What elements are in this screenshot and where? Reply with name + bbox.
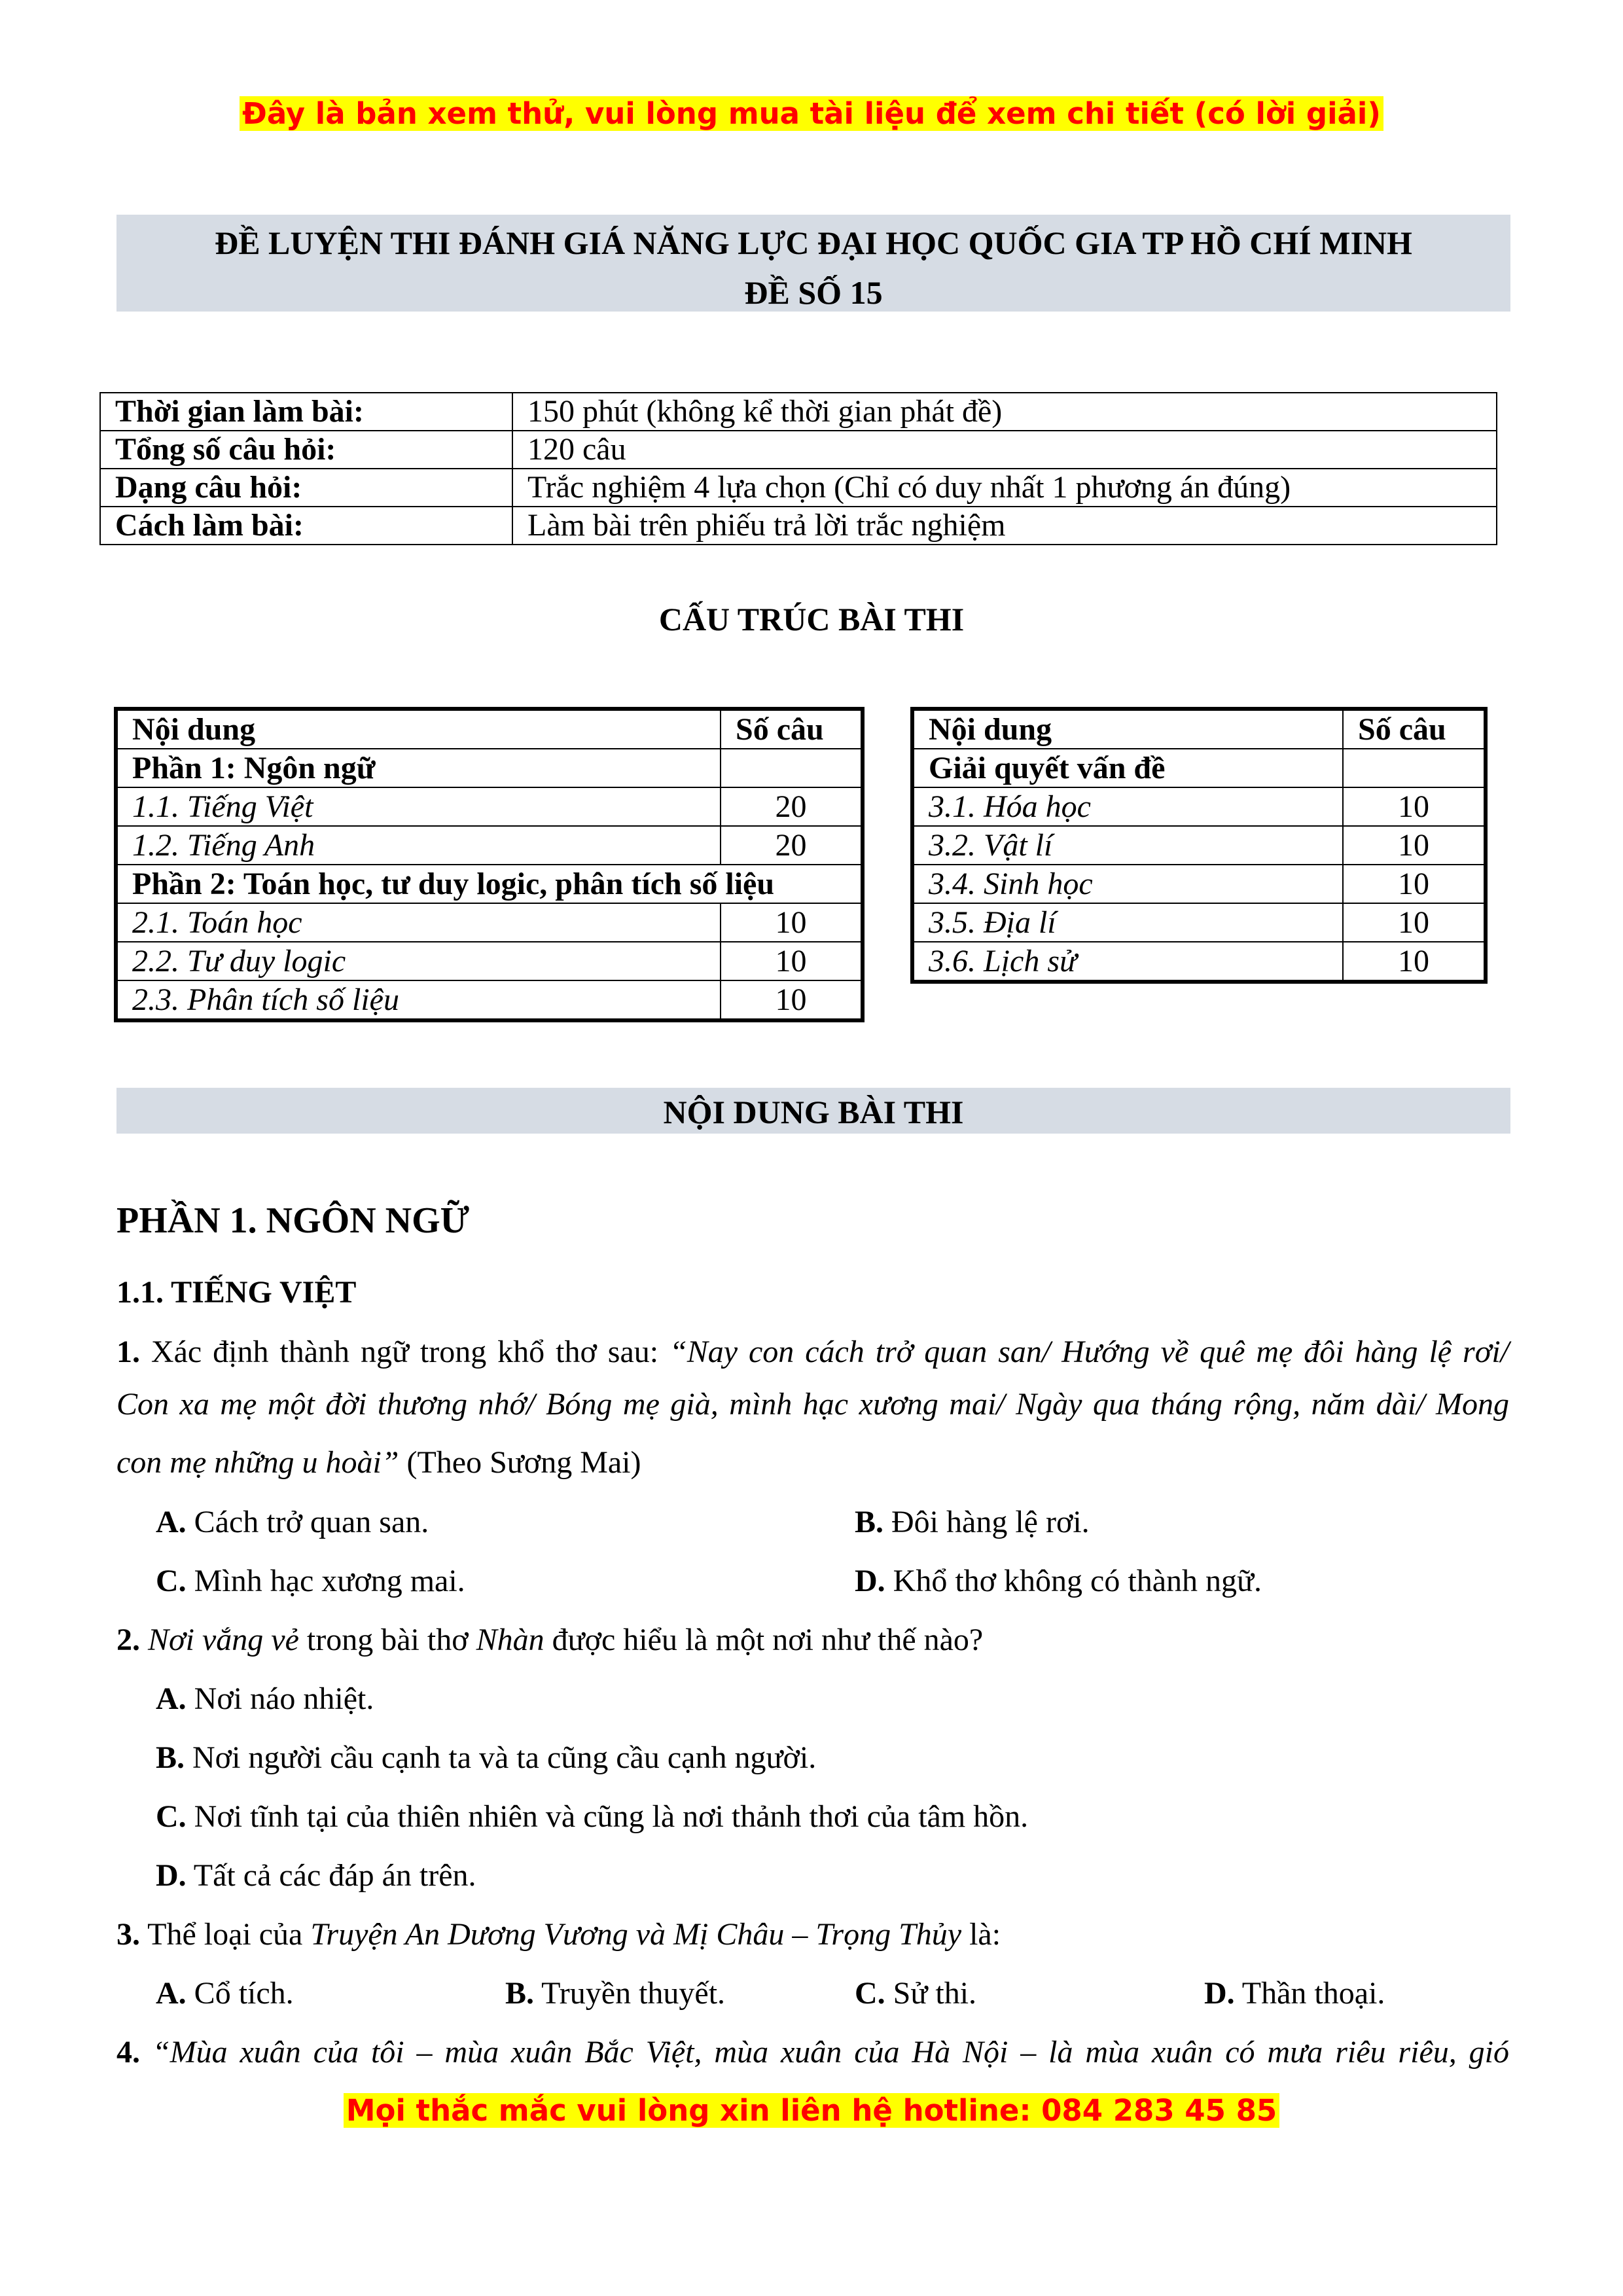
table-row — [116, 865, 863, 903]
option-letter: C. — [156, 1799, 187, 1834]
question-italic: “Mùa xuân của tôi – mùa xuân Bắc Việt, mùa xuân của Hà Nội – là mùa xuân có mưa riêu riêu, gió — [140, 2035, 1509, 2070]
answer-option[interactable] — [1204, 1964, 1385, 2023]
table-row — [912, 942, 1486, 982]
option-letter: D. — [855, 1564, 885, 1598]
answer-option[interactable] — [505, 1964, 725, 2023]
answer-option[interactable] — [855, 1552, 1262, 1611]
question-count: 10 — [721, 903, 863, 942]
info-key: Dạng câu hỏi: — [100, 469, 512, 507]
option-text: Truyền thuyết. — [534, 1976, 726, 2011]
subpart-label: 3.1. Hóa học — [912, 787, 1343, 826]
question-text: Thể loại của — [140, 1917, 311, 1952]
subpart-label: 3.6. Lịch sử — [912, 942, 1343, 982]
answer-option[interactable] — [156, 1846, 476, 1905]
option-letter: A. — [156, 1505, 187, 1539]
structure-table-right — [910, 707, 1488, 984]
info-value: 150 phút (không kể thời gian phát đề) — [512, 393, 1497, 431]
question-number: 4. — [116, 2035, 140, 2070]
question-3 — [116, 1905, 1001, 1964]
poem-quote: Con xa mẹ một đời thương nhớ/ Bóng mẹ già, mình hạc xương mai/ Ngày qua tháng rộng, năm dài/ Mong — [116, 1387, 1509, 1422]
table-row — [116, 980, 863, 1020]
option-letter: B. — [156, 1740, 185, 1775]
table-header-row — [912, 709, 1486, 749]
table-row — [116, 749, 863, 787]
table-row — [116, 903, 863, 942]
option-text: Sử thi. — [885, 1976, 977, 2011]
subpart-label: 1.1. Tiếng Việt — [116, 787, 721, 826]
column-header: Nội dung — [116, 709, 721, 749]
option-letter: D. — [156, 1858, 187, 1893]
exam-info-table — [99, 392, 1497, 545]
content-heading: NỘI DUNG BÀI THI — [663, 1094, 964, 1130]
table-row — [912, 826, 1486, 865]
question-count: 20 — [721, 787, 863, 826]
question-count: 10 — [1343, 826, 1486, 865]
option-text: Nơi người cầu cạnh ta và ta cũng cầu cạnh người. — [185, 1740, 817, 1775]
question-italic: Truyện An Dương Vương và Mị Châu – Trọng Thủy — [310, 1917, 962, 1952]
table-row — [912, 903, 1486, 942]
part-label: Phần 1: Ngôn ngữ — [116, 749, 721, 787]
option-text: Đôi hàng lệ rơi. — [883, 1505, 1090, 1539]
table-row — [100, 507, 1497, 545]
table-row — [912, 787, 1486, 826]
subpart-label: 2.2. Tư duy logic — [116, 942, 721, 980]
question-count: 10 — [1343, 787, 1486, 826]
option-text: Cổ tích. — [186, 1976, 294, 2011]
question-1-line-1 — [116, 1323, 1509, 1382]
question-text: Xác định thành ngữ trong khổ thơ sau: — [140, 1335, 670, 1369]
option-letter: D. — [1204, 1976, 1235, 2011]
answer-option[interactable] — [156, 1552, 465, 1611]
subpart-label: 3.5. Địa lí — [912, 903, 1343, 942]
section-heading: 1.1. TIẾNG VIỆT — [116, 1275, 357, 1310]
question-count: 10 — [721, 942, 863, 980]
option-text: Cách trở quan san. — [186, 1505, 429, 1539]
subpart-label: 2.3. Phân tích số liệu — [116, 980, 721, 1020]
question-text: là: — [961, 1917, 1001, 1952]
question-count: 10 — [1343, 942, 1486, 982]
table-row — [100, 431, 1497, 469]
table-row — [100, 469, 1497, 507]
question-count: 10 — [721, 980, 863, 1020]
option-letter: C. — [156, 1564, 187, 1598]
option-letter: C. — [855, 1976, 885, 2011]
info-value: Trắc nghiệm 4 lựa chọn (Chỉ có duy nhất 1 phương án đúng) — [512, 469, 1497, 507]
poem-quote: con mẹ những u hoài” — [116, 1445, 399, 1480]
answer-option[interactable] — [156, 1729, 816, 1787]
answer-option[interactable] — [156, 1964, 294, 2023]
option-letter: B. — [505, 1976, 535, 2011]
question-italic: Nơi vắng vẻ — [140, 1623, 299, 1657]
column-header: Số câu — [1343, 709, 1486, 749]
question-italic: Nhàn — [476, 1623, 544, 1657]
exam-title: ĐỀ LUYỆN THI ĐÁNH GIÁ NĂNG LỰC ĐẠI HỌC QUỐC GIA TP HỒ CHÍ MINH — [215, 224, 1412, 261]
table-row — [912, 749, 1486, 787]
hotline-text: Mọi thắc mắc vui lòng xin liên hệ hotline: 084 283 45 85 — [344, 2093, 1279, 2128]
answer-option[interactable] — [855, 1964, 976, 2023]
structure-table-left — [114, 707, 865, 1022]
hotline-notice — [0, 2092, 1623, 2129]
answer-option[interactable] — [156, 1670, 374, 1729]
question-4 — [116, 2023, 1509, 2082]
subpart-label: 2.1. Toán học — [116, 903, 721, 942]
option-text: Thần thoại. — [1234, 1976, 1385, 2011]
info-value: 120 câu — [512, 431, 1497, 469]
option-text: Nơi náo nhiệt. — [186, 1681, 374, 1716]
question-number: 3. — [116, 1917, 140, 1952]
question-2 — [116, 1611, 983, 1670]
preview-notice — [0, 96, 1623, 132]
table-row — [116, 787, 863, 826]
structure-heading: CẤU TRÚC BÀI THI — [658, 601, 965, 637]
question-1-line-3 — [116, 1433, 641, 1492]
answer-option[interactable] — [855, 1493, 1090, 1552]
preview-notice-text: Đây là bản xem thử, vui lòng mua tài liệu để xem chi tiết (có lời giải) — [240, 96, 1383, 131]
question-text: được hiểu là một nơi như thế nào? — [544, 1623, 984, 1657]
part1-heading: PHẦN 1. NGÔN NGỮ — [116, 1200, 470, 1241]
option-text: Khổ thơ không có thành ngữ. — [885, 1564, 1262, 1598]
poem-quote: “Nay con cách trở quan san/ Hướng về quê mẹ đôi hàng lệ rơi/ — [669, 1335, 1509, 1369]
answer-option[interactable] — [156, 1787, 1028, 1846]
info-value: Làm bài trên phiếu trả lời trắc nghiệm — [512, 507, 1497, 545]
question-text: trong bài thơ — [298, 1623, 476, 1657]
column-header: Số câu — [721, 709, 863, 749]
option-letter: B. — [855, 1505, 884, 1539]
question-count — [1343, 749, 1486, 787]
quote-source: (Theo Sương Mai) — [399, 1445, 641, 1480]
question-1-line-2 — [116, 1375, 1509, 1434]
answer-option[interactable] — [156, 1493, 429, 1552]
subpart-label: 3.4. Sinh học — [912, 865, 1343, 903]
question-count: 10 — [1343, 903, 1486, 942]
option-text: Tất cả các đáp án trên. — [186, 1858, 476, 1893]
option-letter: A. — [156, 1976, 187, 2011]
question-count — [721, 749, 863, 787]
subpart-label: 1.2. Tiếng Anh — [116, 826, 721, 865]
option-text: Mình hạc xương mai. — [186, 1564, 465, 1598]
subpart-label: 3.2. Vật lí — [912, 826, 1343, 865]
question-number: 2. — [116, 1623, 140, 1657]
table-row — [912, 865, 1486, 903]
question-count: 10 — [1343, 865, 1486, 903]
info-key: Cách làm bài: — [100, 507, 512, 545]
part-label: Giải quyết vấn đề — [912, 749, 1343, 787]
info-key: Thời gian làm bài: — [100, 393, 512, 431]
question-number: 1. — [116, 1335, 140, 1369]
exam-number: ĐỀ SỐ 15 — [744, 274, 883, 311]
table-header-row — [116, 709, 863, 749]
table-row — [116, 942, 863, 980]
option-text: Nơi tĩnh tại của thiên nhiên và cũng là nơi thảnh thơi của tâm hồn. — [186, 1799, 1029, 1834]
table-row — [100, 393, 1497, 431]
info-key: Tổng số câu hỏi: — [100, 431, 512, 469]
option-letter: A. — [156, 1681, 187, 1716]
part-label: Phần 2: Toán học, tư duy logic, phân tích số liệu — [116, 865, 863, 903]
column-header: Nội dung — [912, 709, 1343, 749]
question-count: 20 — [721, 826, 863, 865]
table-row — [116, 826, 863, 865]
